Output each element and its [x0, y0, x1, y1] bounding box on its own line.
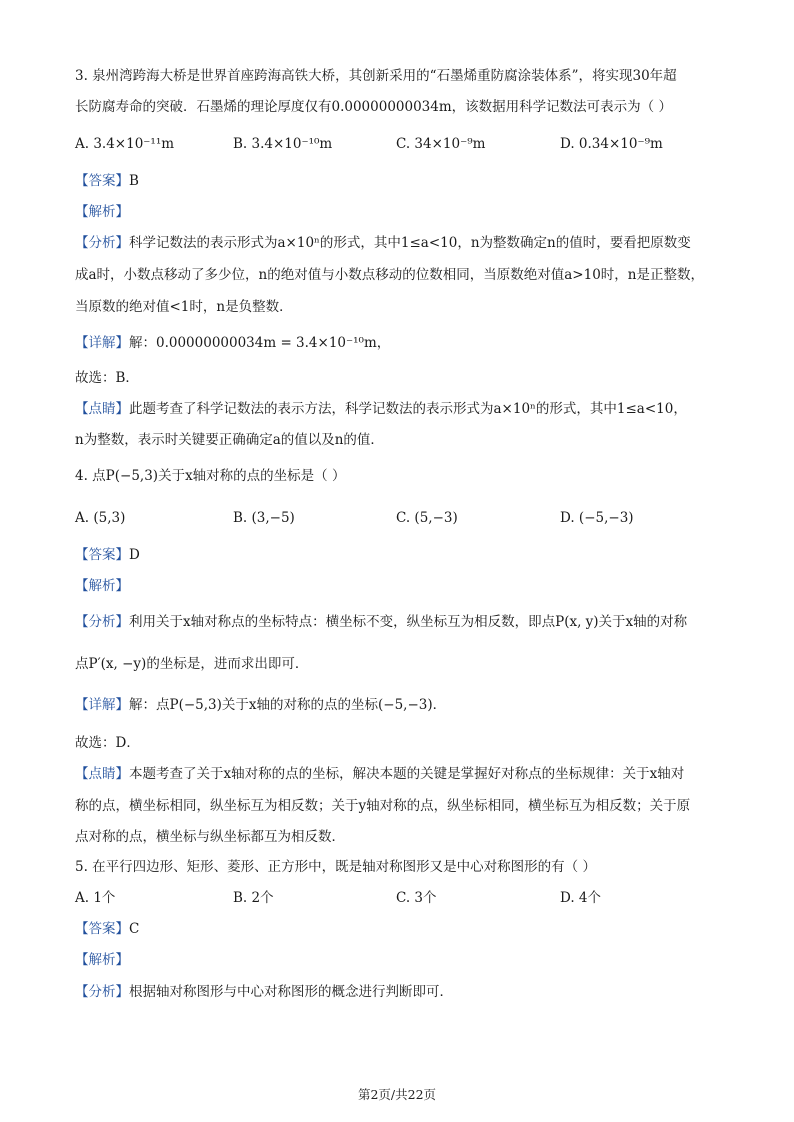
q3-option-b: B. 3.4×10⁻¹⁰m — [233, 136, 333, 152]
q4-answer — [75, 545, 724, 565]
q5-stem: 5. 在平行四边形、矩形、菱形、正方形中，既是轴对称图形又是中心对称图形的有（ ） — [75, 859, 596, 875]
q4-option-a: A. (5,3) — [75, 510, 126, 526]
q3-answer — [75, 171, 724, 191]
q3-guxuan: 故选：B． — [75, 370, 139, 386]
q5-option-c: C. 3个 — [396, 890, 437, 906]
q3-option-c: C. 34×10⁻⁹m — [396, 136, 486, 152]
q3-stem-line2: 长防腐寿命的突破．石墨烯的理论厚度仅有0.00000000034m，该数据用科学记数法可表示为（ ） — [75, 99, 672, 115]
q4-option-c: C. (5,−3) — [396, 510, 458, 526]
jiexi-tag: 【解析】 — [75, 204, 129, 220]
dianjing-text: 本题考查了关于x轴对称的点的坐标，解决本题的关键是掌握好对称点的坐标规律：关于x轴对 — [129, 766, 685, 782]
q4-jiexi-heading — [75, 576, 724, 596]
xiangjie-text: 解：0.00000000034m = 3.4×10⁻¹⁰m， — [129, 335, 391, 351]
q4-xiangjie — [75, 695, 724, 715]
q3-jiexi-heading — [75, 202, 724, 222]
q3-dianjing-line2: n为整数，表示时关键要正确确定a的值以及n的值． — [75, 432, 384, 448]
fenxi-tag: 【分析】 — [75, 614, 129, 630]
answer-value: C — [129, 921, 140, 937]
q3-fenxi-line1 — [75, 233, 724, 253]
fenxi-tag: 【分析】 — [75, 235, 129, 251]
jiexi-tag: 【解析】 — [75, 952, 129, 968]
q4-options — [75, 506, 724, 530]
q5-option-b: B. 2个 — [233, 890, 274, 906]
q5-option-a: A. 1个 — [75, 890, 116, 906]
q4-option-d: D. (−5,−3) — [560, 510, 634, 526]
q4-guxuan: 故选：D． — [75, 735, 140, 751]
xiangjie-tag: 【详解】 — [75, 697, 129, 713]
dianjing-tag: 【点睛】 — [75, 401, 129, 417]
q4-fenxi-line2: 点P′(x, −y)的坐标是，进而求出即可． — [75, 656, 309, 672]
answer-value: D — [129, 547, 140, 563]
q3-option-a: A. 3.4×10⁻¹¹m — [75, 136, 175, 152]
answer-value: B — [129, 173, 139, 189]
q3-fenxi-line2: 成a时，小数点移动了多少位，n的绝对值与小数点移动的位数相同，当原数绝对值a>10时，n是正整数， — [75, 267, 704, 283]
q4-dianjing-line1 — [75, 764, 724, 784]
q4-stem: 4. 点P(−5,3)关于x轴对称的点的坐标是（ ） — [75, 468, 346, 484]
q3-stem-line1: 3. 泉州湾跨海大桥是世界首座跨海高铁大桥，其创新采用的“石墨烯重防腐涂装体系”，将实现30年超 — [75, 68, 677, 84]
q3-options — [75, 132, 724, 156]
q3-dianjing-line1 — [75, 399, 724, 419]
fenxi-text: 根据轴对称图形与中心对称图形的概念进行判断即可． — [129, 984, 453, 1000]
q3-option-d: D. 0.34×10⁻⁹m — [560, 136, 663, 152]
answer-tag: 【答案】 — [75, 547, 129, 563]
q5-fenxi-line1 — [75, 982, 724, 1002]
answer-tag: 【答案】 — [75, 173, 129, 189]
answer-tag: 【答案】 — [75, 921, 129, 937]
page-number-footer: 第2页/共22页 — [357, 1087, 437, 1102]
q5-jiexi-heading — [75, 950, 724, 970]
dianjing-text: 此题考查了科学记数法的表示方法，科学记数法的表示形式为a×10ⁿ的形式，其中1≤a<10， — [129, 401, 687, 417]
q3-xiangjie — [75, 333, 724, 353]
q4-dianjing-line3: 点对称的点，横坐标与纵坐标都互为相反数． — [75, 829, 345, 845]
fenxi-text: 利用关于x轴对称点的坐标特点：横坐标不变，纵坐标互为相反数，即点P(x, y)关于x轴的对称 — [129, 614, 688, 630]
fenxi-tag: 【分析】 — [75, 984, 129, 1000]
dianjing-tag: 【点睛】 — [75, 766, 129, 782]
q3-fenxi-line3: 当原数的绝对值<1时，n是负整数． — [75, 299, 293, 315]
q5-option-d: D. 4个 — [560, 890, 602, 906]
jiexi-tag: 【解析】 — [75, 578, 129, 594]
q4-option-b: B. (3,−5) — [233, 510, 295, 526]
q5-answer — [75, 919, 724, 939]
fenxi-text: 科学记数法的表示形式为a×10ⁿ的形式，其中1≤a<10，n为整数确定n的值时，要看把原数变 — [129, 235, 691, 251]
xiangjie-text: 解：点P(−5,3)关于x轴的对称的点的坐标(−5,−3)． — [129, 697, 447, 713]
q4-dianjing-line2: 称的点，横坐标相同，纵坐标互为相反数；关于y轴对称的点，纵坐标相同，横坐标互为相反数；关于原 — [75, 798, 691, 814]
q5-options — [75, 886, 724, 910]
xiangjie-tag: 【详解】 — [75, 335, 129, 351]
q4-fenxi-line1 — [75, 612, 724, 632]
